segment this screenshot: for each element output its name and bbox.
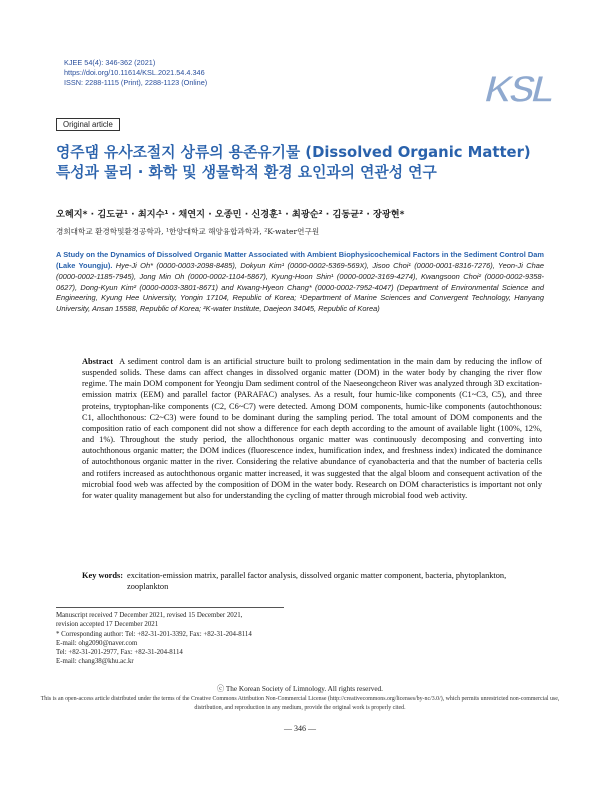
footnote-email-2[interactable]: E-mail: chang38@khu.ac.kr: [56, 658, 134, 666]
keywords-text: excitation-emission matrix, parallel factor analysis, dissolved organic matter component, bacteria, phytoplankton, zooplankton: [127, 571, 507, 592]
paper-title: [56, 143, 556, 183]
doi-link[interactable]: https://doi.org/10.11614/KSL.2021.54.4.346: [64, 68, 205, 77]
logo-text: KSL: [480, 68, 558, 111]
footnotes: [56, 611, 252, 667]
ksl-logo-icon: [478, 64, 558, 111]
footnote-received: Manuscript received 7 December 2021, revised 15 December 2021,: [56, 612, 243, 619]
license-notice: This is an open-access article distributed under the terms of the Creative Commons Attribution Non-Commercial License (http://creativecommons.org/licenses/by-nc/3.0/), which permits unrestricted non-commercial use, distribution, and reproduction in any medium, provide the original work is properly cited.: [40, 696, 560, 711]
authors-korean: 오혜지* · 김도균¹ · 최지수¹ · 채연지 · 오종민 · 신경훈¹ · 최광순² · 김동균² · 장광현*: [56, 209, 405, 220]
footnote-divider: [56, 607, 284, 608]
copyright-notice: ⓒ The Korean Society of Limnology. All rights reserved.: [217, 685, 383, 693]
title-line-1: 영주댐 유사조절지 상류의 용존유기물 (Dissolved Organic Matter): [56, 144, 531, 161]
abstract: [82, 356, 542, 501]
footnote-email-1[interactable]: E-mail: ohg2090@naver.com: [56, 639, 138, 647]
english-citation-block: [56, 250, 544, 315]
english-authors-last: and Kwang-Hyeon Chang* (0000-0002-7952-4047): [221, 282, 394, 292]
journal-citation: KJEE 54(4): 346-362 (2021): [64, 58, 156, 67]
ksl-logo: [478, 64, 558, 111]
english-authors: Hye-Ji Oh* (0000-0003-2098-8485), Dokyun Kim¹ (0000-0002-5369-569X), Jisoo Choi¹ (0000-0001-8316-7276), Yeon-Ji Chae (0000-0002-1185-7945), Jong Min Oh (0000-0002-1104-5867), Kyung-Hoon Shin¹ (0000-0002-3169-4274), Kwangsoon Choi² (0000-0002-9358-0627), Dong-Kyun Kim² (0000-0003-3801-8671): [56, 260, 544, 292]
abstract-label: Abstract: [82, 357, 114, 366]
english-title: A Study on the Dynamics of Dissolved Organic Matter Associated with Ambient Biophysicochemical Factors in the Sediment Control Dam (Lake Youngju).: [56, 250, 544, 270]
journal-info: [64, 58, 207, 88]
title-line-2: 특성과 물리 · 화학 및 생물학적 환경 요인과의 연관성 연구: [56, 164, 437, 181]
article-type-badge: Original article: [56, 118, 120, 131]
abstract-text: A sediment control dam is an artificial structure built to prolong sedimentation in the main dam by reducing the inflow of suspended solids. These dams can affect changes in dissolved organic matter (DOM) in the water body by changing the river flow regime. The main DOM component for Yeongju Dam sediment control of the Naeseongcheon River was analyzed through 3D excitation-emission matrix (EEM) and parallel factor (PARAFAC) analyses. As a result, four humic-like components (C1~C3, C5), and three proteins, tryptophan-like components (C2, C6~C7) were detected. Among DOM components, humic-like components (autochthonous: C1, allochthonous: C2~C3) were found to be dominant during the sampling period. The total amount of DOM components and the composition ratio of each component did not show a difference for each depth according to the amount of available light (100%, 12%, and 1%). Throughout the study period, the allochthonous organic matter was continuously decomposing and converting into autochthonous organic matter; the DOM indices (fluorescence index, humification index, and freshness index) indicated the dominance of autochthonous organic matter in the river. Considering the relative abundance of cyanobacteria and that the number of bacteria cells and rotifers increased as autochthonous organic matter increased, it was suggested that the algal bloom and consequent activation of the microbial food web was affected by the composition of DOM in the water body. Research on DOM characteristics is important not only for water quality management but also for understanding the cycling of matter through microbial food web activity.: [82, 357, 542, 500]
keywords: [82, 570, 542, 592]
page-number: — 346 —: [284, 724, 316, 733]
keywords-label: Key words:: [82, 571, 124, 580]
issn-line: ISSN: 2288-1115 (Print), 2288-1123 (Online): [64, 78, 208, 87]
footnote-corresponding: * Corresponding author: Tel: +82-31-201-3392, Fax: +82-31-204-8114: [56, 630, 252, 638]
affiliations-korean: 경희대학교 환경학및환경공학과, ¹한양대학교 해양융합과학과, ²K-water연구원: [56, 227, 320, 236]
footnote-contact-2: Tel: +82-31-201-2977, Fax: +82-31-204-8114: [56, 649, 183, 657]
english-affiliations: (Department of Environmental Science and Engineering, Kyung Hee University, Yongin 17104, Republic of Korea; ¹Department of Marine Sciences and Convergent Technology, Hanyang University, Ansan 15588, Republic of Korea; ²K-water Institute, Daejeon 34045, Republic of Korea): [56, 282, 544, 314]
footnote-accepted: revision accepted 17 December 2021: [56, 621, 159, 629]
